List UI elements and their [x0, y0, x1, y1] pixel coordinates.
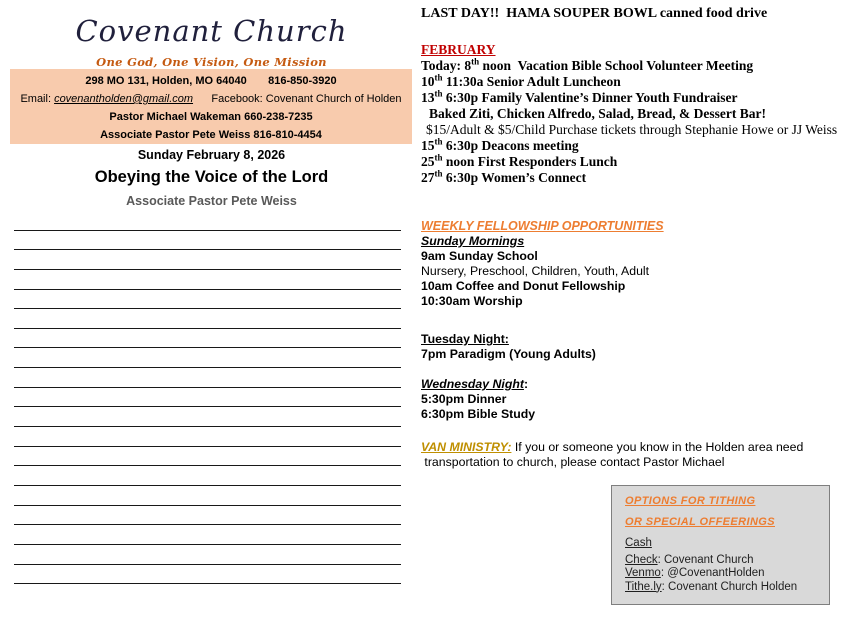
note-line — [14, 211, 401, 231]
sermon-title: Obeying the Voice of the Lord — [94, 168, 329, 186]
event-senior-luncheon: 10th 11:30a Senior Adult Luncheon — [421, 72, 621, 89]
bible-study-item: 6:30pm Bible Study — [421, 407, 536, 421]
note-line — [14, 447, 401, 467]
tithing-options-box — [611, 485, 830, 605]
worship-item: 10:30am Worship — [421, 294, 523, 308]
note-line — [14, 427, 401, 447]
tithing-heading-line1: OPTIONS FOR TITHING — [625, 495, 756, 507]
email-link[interactable]: covenantholden@gmail.com — [54, 93, 194, 105]
tuesday-night-heading: Tuesday Night: — [421, 332, 509, 346]
event-vbs-meeting: Today: 8th noon Vacation Bible School Volunteer Meeting — [421, 56, 754, 73]
event-first-responders-lunch: 25th noon First Responders Lunch — [421, 152, 618, 169]
weekly-heading: WEEKLY FELLOWSHIP OPPORTUNITIES — [421, 219, 664, 233]
note-line — [14, 290, 401, 310]
coffee-fellowship-item: 10am Coffee and Donut Fellowship — [421, 279, 626, 293]
van-ministry-note: VAN MINISTRY: If you or someone you know in the Holden area need transportation to church, please contact Pastor Michael — [421, 440, 804, 469]
note-line — [14, 368, 401, 388]
food-drive-banner: LAST DAY!! HAMA SOUPER BOWL canned food drive — [421, 6, 768, 21]
email-facebook-line — [10, 90, 412, 108]
event-fundraiser-tickets: $15/Adult & $5/Child Purchase tickets through Stephanie Howe or JJ Weiss — [426, 122, 838, 137]
february-heading: FEBRUARY — [421, 42, 496, 57]
note-line — [14, 525, 401, 545]
address-phone: 298 MO 131, Holden, MO 64040 816-850-3920 — [85, 75, 337, 87]
tithing-option-tithely: Tithe.ly: Covenant Church Holden — [625, 580, 798, 593]
note-line — [14, 270, 401, 290]
note-line — [14, 486, 401, 506]
note-line — [14, 407, 401, 427]
facebook-label: Facebook: Covenant Church of Holden — [193, 93, 402, 105]
sunday-school-item: 9am Sunday School — [421, 249, 538, 263]
contact-info-box — [10, 69, 412, 144]
van-ministry-label: VAN MINISTRY: — [421, 440, 512, 454]
tithing-heading-line2: OR SPECIAL OFFEERINGS — [625, 516, 775, 528]
sunday-school-classes: Nursery, Preschool, Children, Youth, Adult — [421, 264, 650, 278]
note-line — [14, 388, 401, 408]
note-line — [14, 250, 401, 270]
event-fundraiser-menu: Baked Ziti, Chicken Alfredo, Salad, Bread, & Dessert Bar! — [429, 106, 767, 121]
february-events-section — [421, 42, 846, 186]
note-line — [14, 309, 401, 329]
note-line — [14, 506, 401, 526]
wednesday-dinner-item: 5:30pm Dinner — [421, 392, 507, 406]
event-womens-connect: 27th 6:30p Women’s Connect — [421, 168, 587, 185]
service-date: Sunday February 8, 2026 — [137, 148, 286, 162]
event-valentines-fundraiser: 13th 6:30p Family Valentine’s Dinner Youth Fundraiser — [421, 88, 738, 105]
weekly-fellowship-section — [421, 219, 846, 470]
tithing-option-cash: Cash — [625, 537, 652, 549]
note-line — [14, 329, 401, 349]
tithing-option-venmo: Venmo: @CovenantHolden — [625, 567, 765, 580]
pastor-contact: Pastor Michael Wakeman 660-238-7235 — [109, 111, 313, 123]
note-line — [14, 565, 401, 585]
associate-pastor-contact: Associate Pastor Pete Weiss 816-810-4454 — [100, 129, 322, 141]
email-label: Email: — [20, 93, 55, 105]
note-line — [14, 545, 401, 565]
sermon-notes-lines — [14, 211, 401, 584]
note-line — [14, 466, 401, 486]
event-deacons-meeting: 15th 6:30p Deacons meeting — [421, 136, 579, 153]
church-name: Covenant Church — [75, 14, 348, 48]
church-tagline: One God, One Vision, One Mission — [96, 55, 327, 69]
note-line — [14, 231, 401, 251]
note-line — [14, 348, 401, 368]
tithing-option-check: Check: Covenant Church — [625, 554, 754, 567]
sermon-speaker: Associate Pastor Pete Weiss — [126, 194, 297, 208]
paradigm-item: 7pm Paradigm (Young Adults) — [421, 347, 596, 361]
wednesday-night-heading: Wednesday Night: — [421, 377, 529, 391]
sunday-mornings-heading: Sunday Mornings — [421, 234, 525, 248]
